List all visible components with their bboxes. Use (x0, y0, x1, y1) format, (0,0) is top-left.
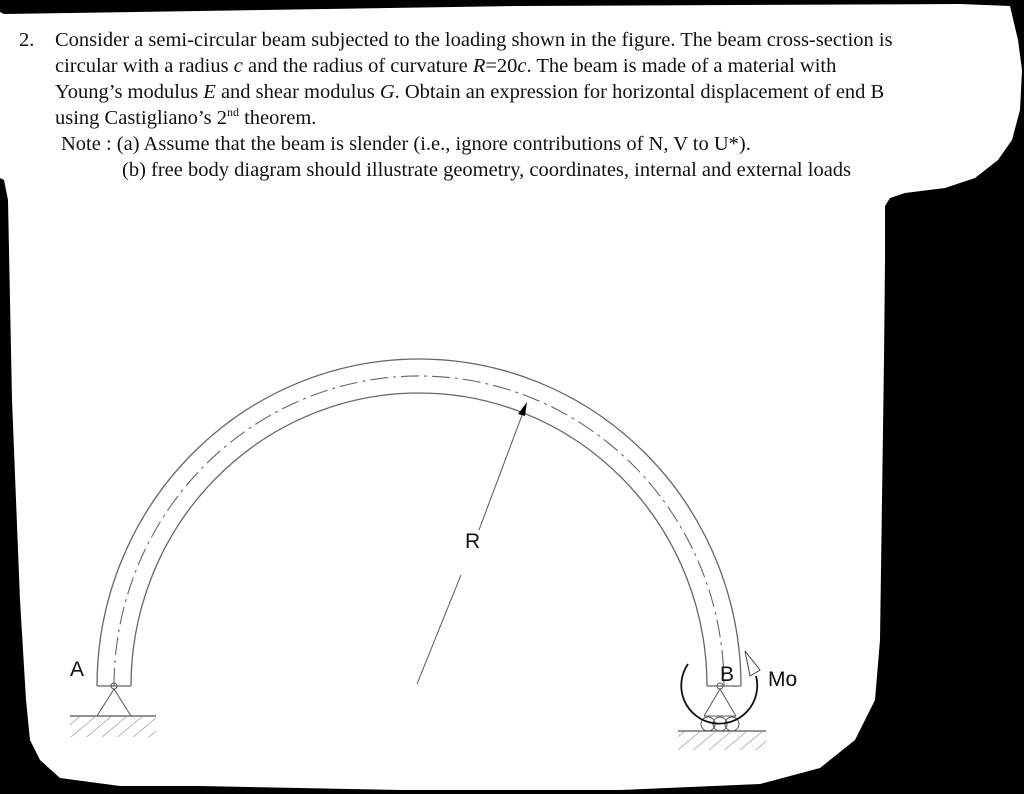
beam-centerline (114, 376, 724, 686)
problem-line-1: Consider a semi-circular beam subjected to the loading shown in the figure. The beam cross-section is (55, 29, 893, 51)
roller-support-b (678, 683, 766, 750)
semi-circular-beam (97, 359, 741, 686)
pin-support-a (70, 683, 156, 737)
beam-outer-edge (97, 359, 741, 686)
label-b: B (720, 663, 735, 686)
moment-label: Mo (768, 668, 798, 691)
problem-line-3: Young’s modulus E and shear modulus G. Obtain an expression for horizontal displacement of end B (55, 81, 885, 103)
moment-arrowhead (745, 651, 760, 676)
note-a: Note : (a) Assume that the beam is slender (i.e., ignore contributions of N, V to U*). (61, 133, 751, 155)
radius-dimension (417, 402, 527, 684)
problem-number: 2. (19, 29, 35, 51)
problem-line-2: circular with a radius c and the radius of curvature R=20c. The beam is made of a material with (55, 55, 837, 77)
radius-label: R (465, 530, 481, 553)
moment-mo-arrow (681, 651, 760, 724)
label-a: A (70, 658, 85, 681)
beam-inner-edge (131, 393, 707, 686)
problem-line-4: using Castigliano’s 2nd theorem. (55, 105, 317, 129)
note-b: (b) free body diagram should illustrate geometry, coordinates, internal and external loads (122, 159, 852, 181)
